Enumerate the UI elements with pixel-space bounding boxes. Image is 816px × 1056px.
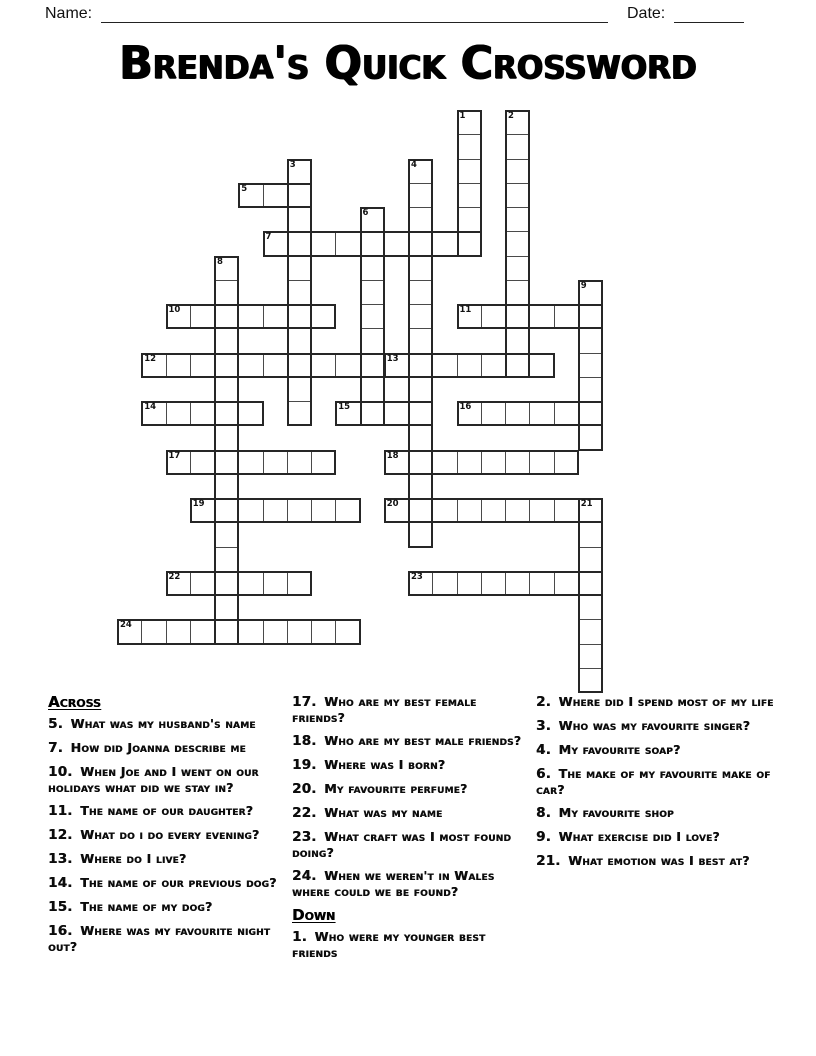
clue-text: What emotion was I best at? bbox=[563, 853, 750, 868]
grid-cell bbox=[432, 231, 457, 256]
clue bbox=[48, 851, 286, 867]
grid-cell bbox=[457, 353, 482, 378]
clue bbox=[48, 827, 286, 843]
grid-cell bbox=[505, 159, 530, 184]
grid-cell bbox=[457, 231, 482, 256]
grid-cell bbox=[432, 571, 457, 596]
clue bbox=[48, 899, 286, 915]
grid-cell bbox=[408, 256, 433, 281]
grid-cell bbox=[238, 353, 263, 378]
grid-cell bbox=[214, 547, 239, 572]
grid-cell bbox=[408, 522, 433, 547]
date-blank-line bbox=[674, 3, 744, 23]
grid-cell bbox=[529, 450, 554, 475]
grid-cell bbox=[190, 450, 215, 475]
grid-cell bbox=[408, 183, 433, 208]
grid-cell bbox=[287, 183, 312, 208]
grid-cell bbox=[578, 547, 603, 572]
grid-cell bbox=[360, 231, 385, 256]
grid-cell bbox=[505, 498, 530, 523]
cell-number: 11 bbox=[459, 305, 472, 315]
cell-number: 9 bbox=[580, 280, 587, 291]
grid-cell bbox=[457, 134, 482, 159]
grid-cell bbox=[311, 450, 336, 475]
grid-cell bbox=[141, 353, 166, 378]
clue-text: The make of my favourite make of car? bbox=[536, 766, 771, 797]
grid-cell bbox=[287, 328, 312, 353]
date-label: Date: bbox=[627, 5, 666, 22]
cell-number: 2 bbox=[508, 111, 514, 121]
clue-list-header: Across bbox=[48, 693, 101, 711]
grid-cell bbox=[287, 256, 312, 281]
clue-text: What was my name bbox=[319, 805, 443, 820]
grid-cell bbox=[263, 619, 288, 644]
grid-cell bbox=[529, 571, 554, 596]
grid-cell bbox=[190, 353, 215, 378]
cell-number: 3 bbox=[289, 159, 296, 170]
grid-cell bbox=[408, 353, 433, 378]
clue bbox=[536, 805, 788, 821]
cell-number: 24 bbox=[120, 620, 132, 631]
grid-cell bbox=[238, 401, 263, 426]
clue-number: 4. bbox=[536, 742, 551, 758]
grid-cell bbox=[578, 280, 603, 305]
grid-cell bbox=[287, 353, 312, 378]
grid-cell bbox=[287, 207, 312, 232]
grid-cell bbox=[287, 401, 312, 426]
clue-number: 20. bbox=[292, 781, 317, 797]
clue-number: 14. bbox=[48, 875, 73, 891]
grid-cell bbox=[263, 450, 288, 475]
clue-text: What was my husband's name bbox=[65, 716, 256, 731]
cell-number: 20 bbox=[386, 499, 399, 509]
cell-number: 4 bbox=[411, 159, 417, 170]
clue-number: 3. bbox=[536, 718, 551, 734]
clue-text: The name of our daughter? bbox=[75, 803, 254, 818]
grid-cell bbox=[287, 280, 312, 305]
clue-number: 16. bbox=[48, 923, 73, 939]
grid-cell bbox=[529, 498, 554, 523]
grid-cell bbox=[578, 401, 603, 426]
cell-number: 18 bbox=[386, 450, 399, 461]
clue-number: 2. bbox=[536, 694, 551, 710]
cell-number: 10 bbox=[168, 305, 181, 315]
clue-text: Who were my younger best friends bbox=[292, 929, 486, 960]
clue bbox=[536, 694, 788, 710]
cell-number: 7 bbox=[265, 232, 272, 243]
grid-cell bbox=[505, 304, 530, 329]
clue-text: Where was I born? bbox=[319, 757, 446, 772]
grid-cell bbox=[481, 353, 506, 378]
clue bbox=[48, 764, 286, 795]
name-label: Name: bbox=[45, 5, 93, 22]
grid-cell bbox=[481, 304, 506, 329]
grid-cell bbox=[311, 353, 336, 378]
grid-cell bbox=[238, 450, 263, 475]
grid-cell bbox=[578, 425, 603, 450]
grid-cell bbox=[408, 474, 433, 499]
grid-cell bbox=[481, 401, 506, 426]
grid-cell bbox=[384, 401, 409, 426]
grid-cell bbox=[578, 619, 603, 644]
grid-cell bbox=[408, 425, 433, 450]
grid-cell bbox=[505, 401, 530, 426]
grid-cell bbox=[190, 619, 215, 644]
grid-cell bbox=[408, 207, 433, 232]
grid-cell bbox=[360, 256, 385, 281]
grid-cell bbox=[166, 304, 191, 329]
grid-cell bbox=[408, 159, 433, 184]
cell-number: 15 bbox=[338, 402, 351, 412]
clue bbox=[536, 718, 788, 734]
grid-cell bbox=[141, 619, 166, 644]
clue-number: 17. bbox=[292, 694, 317, 710]
grid-cell bbox=[263, 353, 288, 378]
grid-cell bbox=[578, 304, 603, 329]
clue-text: The name of our previous dog? bbox=[75, 875, 277, 890]
clue-text: Who was my favourite singer? bbox=[553, 718, 751, 733]
clue bbox=[48, 716, 286, 732]
grid-cell bbox=[578, 377, 603, 402]
clue bbox=[48, 923, 286, 954]
grid-cell bbox=[554, 498, 579, 523]
grid-cell bbox=[408, 231, 433, 256]
grid-cell bbox=[408, 304, 433, 329]
grid-cell bbox=[335, 498, 360, 523]
cell-number: 14 bbox=[144, 402, 157, 412]
grid-cell bbox=[214, 401, 239, 426]
clue bbox=[48, 875, 286, 891]
grid-cell bbox=[238, 619, 263, 644]
grid-cell bbox=[529, 353, 554, 378]
grid-cell bbox=[311, 619, 336, 644]
grid-cell bbox=[287, 231, 312, 256]
clue-number: 15. bbox=[48, 899, 73, 915]
grid-cell bbox=[408, 401, 433, 426]
clue-text: What craft was I most found doing? bbox=[292, 829, 512, 860]
clue-number: 5. bbox=[48, 716, 63, 732]
grid-cell bbox=[578, 328, 603, 353]
grid-cell bbox=[287, 571, 312, 596]
grid-cell bbox=[360, 207, 385, 232]
clues-column-1 bbox=[48, 694, 286, 962]
clue bbox=[292, 781, 530, 797]
grid-cell bbox=[311, 498, 336, 523]
page-title: Brenda's Quick Crossword bbox=[119, 36, 697, 91]
grid-cell bbox=[190, 401, 215, 426]
grid-cell bbox=[384, 353, 409, 378]
grid-cell bbox=[287, 159, 312, 184]
grid-cell bbox=[360, 353, 385, 378]
grid-cell bbox=[263, 571, 288, 596]
grid-cell bbox=[166, 401, 191, 426]
clue-number: 12. bbox=[48, 827, 73, 843]
clue-number: 1. bbox=[292, 929, 307, 945]
grid-cell bbox=[360, 377, 385, 402]
grid-cell bbox=[384, 498, 409, 523]
grid-cell bbox=[578, 644, 603, 669]
clue-number: 9. bbox=[536, 829, 551, 845]
cell-number: 17 bbox=[168, 450, 181, 461]
grid-cell bbox=[360, 280, 385, 305]
grid-cell bbox=[432, 450, 457, 475]
grid-cell bbox=[214, 256, 239, 281]
grid-cell bbox=[214, 353, 239, 378]
clue bbox=[536, 829, 788, 845]
grid-cell bbox=[432, 498, 457, 523]
grid-cell bbox=[457, 571, 482, 596]
grid-cell bbox=[457, 450, 482, 475]
grid-cell bbox=[311, 231, 336, 256]
clue-number: 10. bbox=[48, 764, 73, 780]
grid-cell bbox=[578, 498, 603, 523]
grid-cell bbox=[457, 498, 482, 523]
grid-cell bbox=[263, 304, 288, 329]
clue-number: 24. bbox=[292, 868, 317, 884]
clue-text: When we weren't in Wales where could we be found? bbox=[292, 868, 495, 899]
grid-cell bbox=[311, 304, 336, 329]
clue-text: Where do I live? bbox=[75, 851, 187, 866]
grid-cell bbox=[360, 401, 385, 426]
grid-cell bbox=[505, 110, 530, 135]
cell-number: 6 bbox=[362, 208, 369, 218]
clue bbox=[292, 929, 530, 960]
grid-cell bbox=[457, 207, 482, 232]
grid-cell bbox=[214, 304, 239, 329]
grid-cell bbox=[335, 401, 360, 426]
grid-cell bbox=[117, 619, 142, 644]
grid-cell bbox=[505, 256, 530, 281]
grid-cell bbox=[529, 304, 554, 329]
grid-cell bbox=[335, 231, 360, 256]
cell-number: 23 bbox=[411, 571, 423, 582]
grid-cell bbox=[408, 377, 433, 402]
clue-text: When Joe and I went on our holidays what did we stay in? bbox=[48, 764, 259, 795]
grid-cell bbox=[554, 401, 579, 426]
grid-cell bbox=[214, 619, 239, 644]
grid-cell bbox=[578, 668, 603, 693]
clue-text: Who are my best female friends? bbox=[292, 694, 477, 725]
grid-cell bbox=[287, 450, 312, 475]
grid-cell bbox=[214, 280, 239, 305]
cell-number: 13 bbox=[386, 353, 399, 364]
grid-cell bbox=[505, 571, 530, 596]
clue bbox=[292, 829, 530, 860]
clue-number: 18. bbox=[292, 733, 317, 749]
cell-number: 5 bbox=[241, 183, 248, 194]
grid-cell bbox=[360, 328, 385, 353]
clue-list-header: Down bbox=[292, 906, 336, 924]
grid-cell bbox=[190, 304, 215, 329]
grid-cell bbox=[408, 498, 433, 523]
grid-cell bbox=[214, 328, 239, 353]
clue-number: 11. bbox=[48, 803, 73, 819]
clue-text: What do i do every evening? bbox=[75, 827, 260, 842]
grid-cell bbox=[578, 571, 603, 596]
grid-cell bbox=[578, 522, 603, 547]
grid-cell bbox=[505, 134, 530, 159]
clue bbox=[536, 766, 788, 797]
grid-cell bbox=[190, 498, 215, 523]
worksheet-header-row bbox=[0, 3, 816, 27]
grid-cell bbox=[214, 474, 239, 499]
grid-cell bbox=[287, 498, 312, 523]
clue bbox=[292, 868, 530, 899]
grid-cell bbox=[141, 401, 166, 426]
grid-cell bbox=[263, 498, 288, 523]
grid-cell bbox=[408, 280, 433, 305]
grid-cell bbox=[457, 183, 482, 208]
clue bbox=[48, 803, 286, 819]
grid-cell bbox=[214, 425, 239, 450]
cell-number: 21 bbox=[580, 499, 593, 509]
grid-cell bbox=[529, 401, 554, 426]
clue-text: My favourite soap? bbox=[553, 742, 681, 757]
clues-column-2 bbox=[292, 694, 530, 968]
crossword-grid bbox=[117, 110, 603, 693]
clue-text: My favourite shop bbox=[553, 805, 674, 820]
clue-number: 22. bbox=[292, 805, 317, 821]
grid-cell bbox=[287, 377, 312, 402]
clue bbox=[536, 742, 788, 758]
grid-cell bbox=[481, 450, 506, 475]
grid-cell bbox=[457, 401, 482, 426]
grid-cell bbox=[287, 304, 312, 329]
grid-cell bbox=[214, 571, 239, 596]
clue bbox=[292, 694, 530, 725]
grid-cell bbox=[166, 450, 191, 475]
grid-cell bbox=[263, 183, 288, 208]
clue-text: Where did I spend most of my life bbox=[553, 694, 774, 709]
grid-cell bbox=[408, 571, 433, 596]
grid-cell bbox=[238, 571, 263, 596]
grid-cell bbox=[505, 183, 530, 208]
cell-number: 22 bbox=[168, 571, 181, 582]
grid-cell bbox=[360, 304, 385, 329]
grid-cell bbox=[335, 353, 360, 378]
grid-cell bbox=[408, 450, 433, 475]
clue-text: How did Joanna describe me bbox=[65, 740, 246, 755]
grid-cell bbox=[263, 231, 288, 256]
grid-cell bbox=[166, 619, 191, 644]
grid-cell bbox=[287, 619, 312, 644]
clue-number: 6. bbox=[536, 766, 551, 782]
grid-cell bbox=[505, 328, 530, 353]
grid-cell bbox=[384, 231, 409, 256]
grid-cell bbox=[554, 571, 579, 596]
name-blank-line bbox=[101, 3, 608, 23]
grid-cell bbox=[505, 231, 530, 256]
clue bbox=[292, 733, 530, 749]
clue-number: 8. bbox=[536, 805, 551, 821]
clue bbox=[536, 853, 788, 869]
cell-number: 8 bbox=[217, 256, 223, 267]
clue-number: 7. bbox=[48, 740, 63, 756]
grid-cell bbox=[335, 619, 360, 644]
cell-number: 19 bbox=[192, 499, 205, 509]
grid-cell bbox=[505, 450, 530, 475]
cell-number: 16 bbox=[459, 402, 472, 412]
clue-number: 13. bbox=[48, 851, 73, 867]
grid-cell bbox=[190, 571, 215, 596]
clue bbox=[48, 740, 286, 756]
clue-text: Who are my best male friends? bbox=[319, 733, 522, 748]
grid-cell bbox=[505, 353, 530, 378]
grid-cell bbox=[578, 595, 603, 620]
grid-cell bbox=[457, 110, 482, 135]
grid-cell bbox=[578, 353, 603, 378]
grid-cell bbox=[554, 450, 579, 475]
clue-text: What exercise did I love? bbox=[553, 829, 720, 844]
grid-cell bbox=[214, 498, 239, 523]
grid-cell bbox=[238, 183, 263, 208]
grid-cell bbox=[554, 304, 579, 329]
grid-cell bbox=[238, 304, 263, 329]
clues-column-3 bbox=[536, 694, 788, 877]
grid-cell bbox=[505, 207, 530, 232]
grid-cell bbox=[214, 595, 239, 620]
grid-cell bbox=[238, 498, 263, 523]
grid-cell bbox=[166, 353, 191, 378]
cell-number: 1 bbox=[459, 111, 466, 121]
grid-cell bbox=[432, 353, 457, 378]
cell-number: 12 bbox=[144, 353, 157, 364]
grid-cell bbox=[457, 304, 482, 329]
grid-cell bbox=[505, 280, 530, 305]
clue bbox=[292, 805, 530, 821]
grid-cell bbox=[166, 571, 191, 596]
grid-cell bbox=[457, 159, 482, 184]
grid-cell bbox=[214, 377, 239, 402]
grid-cell bbox=[214, 522, 239, 547]
clue-number: 23. bbox=[292, 829, 317, 845]
clue-number: 21. bbox=[536, 853, 561, 869]
clue bbox=[292, 757, 530, 773]
grid-cell bbox=[384, 450, 409, 475]
clue-text: Where was my favourite night out? bbox=[48, 923, 271, 954]
grid-cell bbox=[481, 571, 506, 596]
clue-number: 19. bbox=[292, 757, 317, 773]
grid-cell bbox=[408, 328, 433, 353]
clue-text: The name of my dog? bbox=[75, 899, 213, 914]
grid-cell bbox=[481, 498, 506, 523]
clue-text: My favourite perfume? bbox=[319, 781, 468, 796]
grid-cell bbox=[214, 450, 239, 475]
